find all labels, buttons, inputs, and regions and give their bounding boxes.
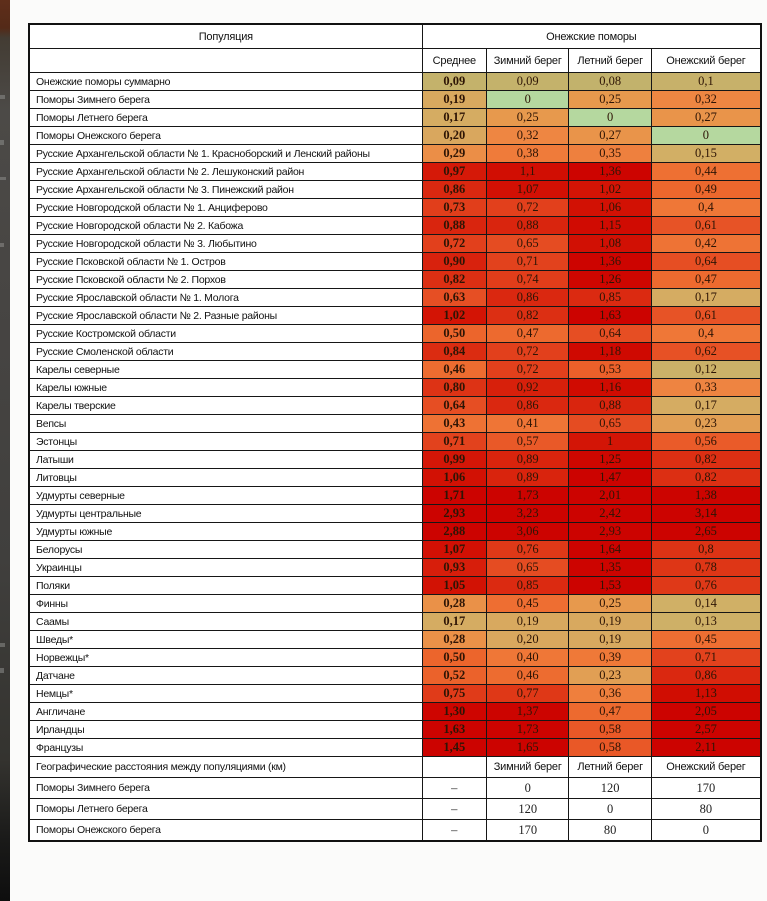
distance-value-cell: 1,02 <box>569 181 651 199</box>
table-row <box>29 415 761 433</box>
distance-value-cell: 2,57 <box>651 721 761 739</box>
distance-value-cell: 0,86 <box>422 181 486 199</box>
distance-value-cell: 2,05 <box>651 703 761 721</box>
distance-value-cell: 0,72 <box>422 235 486 253</box>
geo-distance-cell: – <box>422 778 486 799</box>
table-row <box>29 343 761 361</box>
distance-value-cell: 1,45 <box>422 739 486 757</box>
geo-table-row <box>29 820 761 842</box>
distance-value-cell: 0,58 <box>569 721 651 739</box>
table-row <box>29 91 761 109</box>
distance-value-cell: 2,42 <box>569 505 651 523</box>
header-row-group <box>29 24 761 49</box>
distance-value-cell: 0,89 <box>486 451 568 469</box>
distance-value-cell: 0,53 <box>569 361 651 379</box>
distance-value-cell: 3,06 <box>486 523 568 541</box>
distance-rows <box>29 73 761 757</box>
scanned-page-edge <box>0 0 10 901</box>
table-row <box>29 127 761 145</box>
distance-value-cell: 1,30 <box>422 703 486 721</box>
population-label: Русские Архангельской области № 2. Лешуконский район <box>29 163 422 181</box>
population-label: Ирландцы <box>29 721 422 739</box>
table-row <box>29 721 761 739</box>
distance-value-cell: 2,93 <box>569 523 651 541</box>
distance-value-cell: 0,89 <box>486 469 568 487</box>
population-label: Русские Псковской области № 1. Остров <box>29 253 422 271</box>
distance-value-cell: 0,36 <box>569 685 651 703</box>
distance-value-cell: 0,46 <box>486 667 568 685</box>
table-row <box>29 361 761 379</box>
edge-text-fragment <box>0 95 5 99</box>
table-header <box>29 24 761 73</box>
distance-value-cell: 3,23 <box>486 505 568 523</box>
population-label: Поморы Летнего берега <box>29 799 422 820</box>
population-label: Поморы Зимнего берега <box>29 91 422 109</box>
table-row <box>29 631 761 649</box>
distance-value-cell: 0,35 <box>569 145 651 163</box>
distance-value-cell: 1,02 <box>422 307 486 325</box>
table-row <box>29 649 761 667</box>
distance-value-cell: 0,97 <box>422 163 486 181</box>
population-label: Французы <box>29 739 422 757</box>
distance-value-cell: 0,25 <box>569 91 651 109</box>
distance-value-cell: 1,08 <box>569 235 651 253</box>
col-header-average: Среднее <box>422 49 486 73</box>
population-label: Онежские поморы суммарно <box>29 73 422 91</box>
table-row <box>29 667 761 685</box>
table-row <box>29 559 761 577</box>
col-header-winter-coast: Зимний берег <box>486 49 568 73</box>
population-label: Карелы северные <box>29 361 422 379</box>
distance-value-cell: 0,39 <box>569 649 651 667</box>
edge-text-fragment <box>0 643 5 647</box>
distance-value-cell: 2,11 <box>651 739 761 757</box>
distance-value-cell: 0,86 <box>486 289 568 307</box>
table-row <box>29 253 761 271</box>
geo-distance-cell: 120 <box>486 799 568 820</box>
geo-distance-cell: – <box>422 799 486 820</box>
distance-value-cell: 0,20 <box>486 631 568 649</box>
distance-value-cell: 0,23 <box>651 415 761 433</box>
distance-value-cell: 0,64 <box>651 253 761 271</box>
population-label: Русские Новгородской области № 2. Кабожа <box>29 217 422 235</box>
distance-value-cell: 0,32 <box>651 91 761 109</box>
distance-value-cell: 1,64 <box>569 541 651 559</box>
table-row <box>29 541 761 559</box>
population-label: Датчане <box>29 667 422 685</box>
distance-value-cell: 0,85 <box>486 577 568 595</box>
population-column-header: Популяция <box>29 24 422 49</box>
col-header-summer-coast: Летний берег <box>569 49 651 73</box>
table-row <box>29 505 761 523</box>
geo-section <box>29 757 761 842</box>
distance-value-cell: 0,17 <box>422 613 486 631</box>
population-label: Русские Ярославской области № 2. Разные районы <box>29 307 422 325</box>
population-label: Поляки <box>29 577 422 595</box>
population-label: Финны <box>29 595 422 613</box>
distance-value-cell: 0,17 <box>651 397 761 415</box>
population-label: Украинцы <box>29 559 422 577</box>
distance-value-cell: 0,90 <box>422 253 486 271</box>
distance-value-cell: 1,65 <box>486 739 568 757</box>
distance-value-cell: 1,07 <box>422 541 486 559</box>
distance-value-cell: 0,28 <box>422 631 486 649</box>
distance-value-cell: 1,73 <box>486 721 568 739</box>
population-label: Поморы Летнего берега <box>29 109 422 127</box>
table-row <box>29 433 761 451</box>
table-row <box>29 469 761 487</box>
distance-value-cell: 1,53 <box>569 577 651 595</box>
geo-distance-cell: 80 <box>651 799 761 820</box>
population-label: Белорусы <box>29 541 422 559</box>
population-label: Латыши <box>29 451 422 469</box>
table-row <box>29 145 761 163</box>
table-row <box>29 307 761 325</box>
distance-value-cell: 0,82 <box>422 271 486 289</box>
table-row <box>29 685 761 703</box>
distance-value-cell: 2,01 <box>569 487 651 505</box>
distance-value-cell: 0,50 <box>422 649 486 667</box>
distance-value-cell: 1,35 <box>569 559 651 577</box>
distance-value-cell: 0,56 <box>651 433 761 451</box>
table-row <box>29 163 761 181</box>
table-row <box>29 487 761 505</box>
distance-value-cell: 0,15 <box>651 145 761 163</box>
population-label: Литовцы <box>29 469 422 487</box>
distance-value-cell: 0,61 <box>651 217 761 235</box>
population-label: Немцы* <box>29 685 422 703</box>
population-label: Русские Смоленской области <box>29 343 422 361</box>
table-row <box>29 577 761 595</box>
distance-value-cell: 0,85 <box>569 289 651 307</box>
table-row <box>29 523 761 541</box>
distance-value-cell: 0,17 <box>422 109 486 127</box>
distance-value-cell: 0,78 <box>651 559 761 577</box>
distance-value-cell: 0,47 <box>651 271 761 289</box>
distance-value-cell: 1,38 <box>651 487 761 505</box>
distance-value-cell: 0,27 <box>651 109 761 127</box>
distance-value-cell: 0,65 <box>486 559 568 577</box>
population-label: Русские Архангельской области № 1. Красноборский и Ленский районы <box>29 145 422 163</box>
geo-distance-cell: – <box>422 820 486 842</box>
table-row <box>29 703 761 721</box>
empty-cell <box>422 757 486 778</box>
distance-value-cell: 0,8 <box>651 541 761 559</box>
distance-value-cell: 0,82 <box>486 307 568 325</box>
population-label: Русские Новгородской области № 1. Анциферово <box>29 199 422 217</box>
distance-value-cell: 0,19 <box>422 91 486 109</box>
table-row <box>29 73 761 91</box>
geo-distance-cell: 80 <box>569 820 651 842</box>
distance-value-cell: 0,88 <box>486 217 568 235</box>
distance-value-cell: 1,36 <box>569 163 651 181</box>
distance-value-cell: 1,63 <box>569 307 651 325</box>
distance-value-cell: 0,80 <box>422 379 486 397</box>
distance-value-cell: 1,15 <box>569 217 651 235</box>
distance-value-cell: 0,73 <box>422 199 486 217</box>
distance-value-cell: 1,37 <box>486 703 568 721</box>
header-row-subcolumns <box>29 49 761 73</box>
distance-value-cell: 0,52 <box>422 667 486 685</box>
population-label: Англичане <box>29 703 422 721</box>
distance-value-cell: 0,47 <box>486 325 568 343</box>
distance-value-cell: 0,61 <box>651 307 761 325</box>
population-label: Вепсы <box>29 415 422 433</box>
distance-value-cell: 0,49 <box>651 181 761 199</box>
table-row <box>29 217 761 235</box>
population-label: Карелы тверские <box>29 397 422 415</box>
geo-distance-cell: 170 <box>651 778 761 799</box>
distance-value-cell: 0,76 <box>651 577 761 595</box>
population-label: Удмурты центральные <box>29 505 422 523</box>
distance-value-cell: 1,25 <box>569 451 651 469</box>
distance-value-cell: 0,71 <box>651 649 761 667</box>
table-row <box>29 379 761 397</box>
table-row <box>29 325 761 343</box>
distance-value-cell: 0,19 <box>569 631 651 649</box>
distance-value-cell: 0,32 <box>486 127 568 145</box>
geo-distance-cell: 120 <box>569 778 651 799</box>
distance-value-cell: 0,84 <box>422 343 486 361</box>
col-header-onega-coast: Онежский берег <box>651 49 761 73</box>
table-row <box>29 271 761 289</box>
table-row <box>29 199 761 217</box>
population-label: Карелы южные <box>29 379 422 397</box>
distance-value-cell: 0,58 <box>569 739 651 757</box>
distance-value-cell: 0,17 <box>651 289 761 307</box>
distance-value-cell: 0,33 <box>651 379 761 397</box>
table-row <box>29 235 761 253</box>
distance-value-cell: 1,18 <box>569 343 651 361</box>
population-label: Шведы* <box>29 631 422 649</box>
distance-value-cell: 1,73 <box>486 487 568 505</box>
distance-value-cell: 0,42 <box>651 235 761 253</box>
distance-value-cell: 0,82 <box>651 469 761 487</box>
table-row <box>29 451 761 469</box>
table-row <box>29 739 761 757</box>
edge-text-fragment <box>0 668 4 673</box>
distance-value-cell: 1,26 <box>569 271 651 289</box>
distance-value-cell: 1,1 <box>486 163 568 181</box>
edge-text-fragment <box>0 243 4 247</box>
distance-value-cell: 0,41 <box>486 415 568 433</box>
distance-value-cell: 0,29 <box>422 145 486 163</box>
population-label: Русские Новгородской области № 3. Любытино <box>29 235 422 253</box>
geo-col-header-winter-coast: Зимний берег <box>486 757 568 778</box>
edge-text-fragment <box>0 140 4 145</box>
geo-table-row <box>29 799 761 820</box>
distance-value-cell: 0,86 <box>651 667 761 685</box>
population-label: Удмурты северные <box>29 487 422 505</box>
distance-value-cell: 0,25 <box>486 109 568 127</box>
geo-distance-cell: 170 <box>486 820 568 842</box>
distance-value-cell: 0,09 <box>422 73 486 91</box>
distance-value-cell: 0,88 <box>422 217 486 235</box>
distance-value-cell: 0,72 <box>486 199 568 217</box>
geo-col-header-onega-coast: Онежский берег <box>651 757 761 778</box>
distance-value-cell: 0,93 <box>422 559 486 577</box>
population-label: Поморы Зимнего берега <box>29 778 422 799</box>
distance-value-cell: 0,1 <box>651 73 761 91</box>
distance-value-cell: 0,71 <box>486 253 568 271</box>
distance-value-cell: 0,19 <box>569 613 651 631</box>
distance-value-cell: 0,64 <box>422 397 486 415</box>
table-row <box>29 595 761 613</box>
population-label: Русские Архангельской области № 3. Пинежский район <box>29 181 422 199</box>
distance-value-cell: 0,72 <box>486 361 568 379</box>
distance-value-cell: 0,75 <box>422 685 486 703</box>
distance-value-cell: 0,14 <box>651 595 761 613</box>
distance-value-cell: 0,82 <box>651 451 761 469</box>
distance-value-cell: 0 <box>651 127 761 145</box>
distance-value-cell: 0,88 <box>569 397 651 415</box>
distance-value-cell: 0 <box>569 109 651 127</box>
distance-value-cell: 3,14 <box>651 505 761 523</box>
distance-value-cell: 0,27 <box>569 127 651 145</box>
distance-value-cell: 1,71 <box>422 487 486 505</box>
table-row <box>29 613 761 631</box>
table-row <box>29 181 761 199</box>
distance-value-cell: 0,92 <box>486 379 568 397</box>
distance-value-cell: 0,19 <box>486 613 568 631</box>
distance-value-cell: 0,43 <box>422 415 486 433</box>
table-row <box>29 397 761 415</box>
distance-value-cell: 1,07 <box>486 181 568 199</box>
distance-value-cell: 0,44 <box>651 163 761 181</box>
distance-value-cell: 0,25 <box>569 595 651 613</box>
distance-value-cell: 0,57 <box>486 433 568 451</box>
genetic-distance-table-wrap <box>28 23 762 842</box>
distance-value-cell: 0,77 <box>486 685 568 703</box>
distance-value-cell: 1,47 <box>569 469 651 487</box>
population-label: Поморы Онежского берега <box>29 820 422 842</box>
distance-value-cell: 0,23 <box>569 667 651 685</box>
distance-value-cell: 2,65 <box>651 523 761 541</box>
genetic-distance-table <box>28 23 762 842</box>
distance-value-cell: 0,65 <box>486 235 568 253</box>
geo-distance-cell: 0 <box>486 778 568 799</box>
geo-distance-cell: 0 <box>569 799 651 820</box>
distance-value-cell: 0,12 <box>651 361 761 379</box>
distance-value-cell: 0,50 <box>422 325 486 343</box>
group-column-header: Онежские поморы <box>422 24 761 49</box>
distance-value-cell: 2,88 <box>422 523 486 541</box>
distance-value-cell: 0,65 <box>569 415 651 433</box>
distance-value-cell: 0,86 <box>486 397 568 415</box>
table-row <box>29 289 761 307</box>
distance-value-cell: 0,4 <box>651 325 761 343</box>
distance-value-cell: 0,08 <box>569 73 651 91</box>
distance-value-cell: 0,4 <box>651 199 761 217</box>
distance-value-cell: 0,74 <box>486 271 568 289</box>
distance-value-cell: 1,36 <box>569 253 651 271</box>
geo-table-row <box>29 778 761 799</box>
distance-value-cell: 0,20 <box>422 127 486 145</box>
distance-value-cell: 0,40 <box>486 649 568 667</box>
distance-value-cell: 0,99 <box>422 451 486 469</box>
distance-value-cell: 0,63 <box>422 289 486 307</box>
distance-value-cell: 1 <box>569 433 651 451</box>
population-label: Эстонцы <box>29 433 422 451</box>
population-label: Поморы Онежского берега <box>29 127 422 145</box>
distance-value-cell: 2,93 <box>422 505 486 523</box>
distance-value-cell: 1,13 <box>651 685 761 703</box>
geo-distance-cell: 0 <box>651 820 761 842</box>
distance-value-cell: 0,28 <box>422 595 486 613</box>
population-label: Русские Костромской области <box>29 325 422 343</box>
distance-value-cell: 1,16 <box>569 379 651 397</box>
population-label: Норвежцы* <box>29 649 422 667</box>
distance-value-cell: 0,13 <box>651 613 761 631</box>
distance-value-cell: 0,72 <box>486 343 568 361</box>
table-row <box>29 109 761 127</box>
population-label: Русские Псковской области № 2. Порхов <box>29 271 422 289</box>
distance-value-cell: 0,76 <box>486 541 568 559</box>
distance-value-cell: 1,06 <box>422 469 486 487</box>
distance-value-cell: 0,45 <box>651 631 761 649</box>
distance-value-cell: 0 <box>486 91 568 109</box>
population-label: Саамы <box>29 613 422 631</box>
distance-value-cell: 1,05 <box>422 577 486 595</box>
distance-value-cell: 1,63 <box>422 721 486 739</box>
population-label: Удмурты южные <box>29 523 422 541</box>
distance-value-cell: 0,47 <box>569 703 651 721</box>
edge-text-fragment <box>0 177 6 180</box>
geo-section-title: Географические расстояния между популяциями (км) <box>29 757 422 778</box>
population-label: Русские Ярославской области № 1. Молога <box>29 289 422 307</box>
distance-value-cell: 0,45 <box>486 595 568 613</box>
empty-header-cell <box>29 49 422 73</box>
distance-value-cell: 0,71 <box>422 433 486 451</box>
geo-header-row <box>29 757 761 778</box>
distance-value-cell: 0,62 <box>651 343 761 361</box>
distance-value-cell: 0,64 <box>569 325 651 343</box>
distance-value-cell: 0,09 <box>486 73 568 91</box>
distance-value-cell: 1,06 <box>569 199 651 217</box>
geo-col-header-summer-coast: Летний берег <box>569 757 651 778</box>
distance-value-cell: 0,38 <box>486 145 568 163</box>
distance-value-cell: 0,46 <box>422 361 486 379</box>
